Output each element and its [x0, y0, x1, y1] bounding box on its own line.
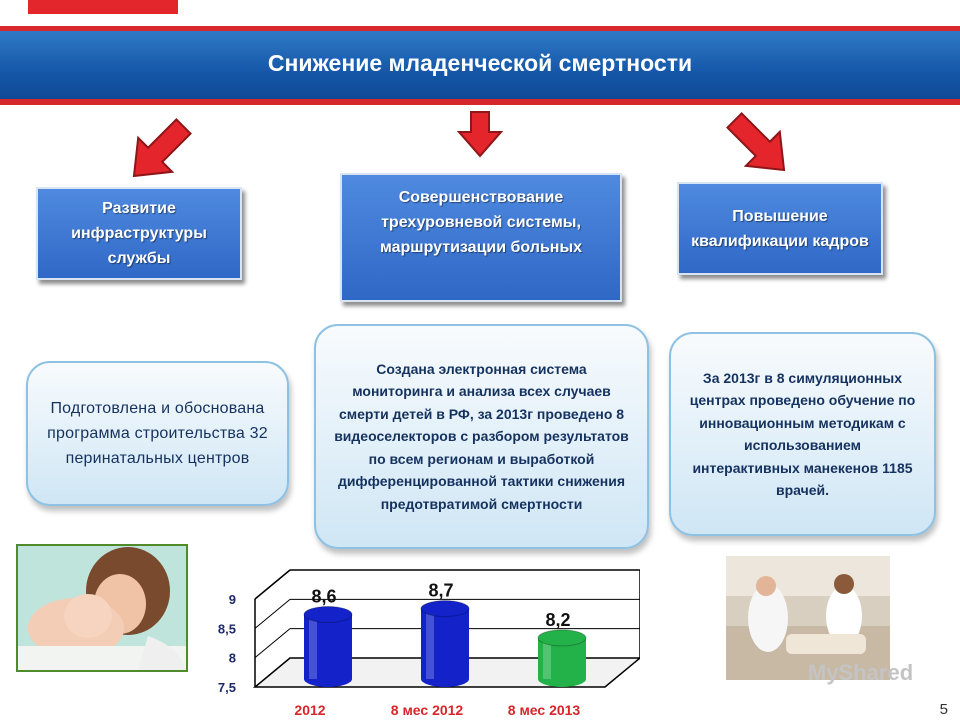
- y-tick-label: 8,5: [217, 621, 236, 637]
- box-routing-system-label: Совершенствование трехуровневой системы, маршрутизации больных: [379, 189, 583, 256]
- bubble-monitoring-system: [314, 324, 649, 549]
- x-category-label: 8 мес 2012: [390, 702, 464, 718]
- bubble-monitoring-system-text: Создана электронная система мониторинга и анализа всех случаев смерти детей в РФ, за 2013г проведено 8 видеоселекторов с разбором результатов по всем регионам и выработкой дифференцированной тактики снижения предотвратимой смертности: [334, 360, 629, 512]
- y-gridline: [255, 570, 290, 599]
- infant-mortality-chart: [200, 555, 640, 720]
- bubble-perinatal-centers: [26, 361, 289, 506]
- x-category-label: 2012: [294, 702, 326, 718]
- box-qualification: [677, 182, 883, 275]
- mother-baby-illustration: [18, 546, 186, 670]
- x-category-label: 8 мес 2013: [507, 702, 581, 718]
- y-tick-label: 7,5: [217, 680, 236, 695]
- bubble-perinatal-centers-text: Подготовлена и обоснована программа строительства 32 перинатальных центров: [47, 400, 268, 467]
- photo-mother-baby: [16, 544, 188, 672]
- arrow-down-left-icon: [118, 112, 198, 192]
- chart-bar: [421, 601, 469, 687]
- arrow-down-right-icon: [720, 106, 800, 186]
- y-gridline: [255, 599, 290, 628]
- watermark: MyShared: [808, 660, 914, 685]
- arrow-down-icon: [455, 110, 505, 158]
- chart-bar: [304, 606, 352, 687]
- bar-value-label: 8,6: [311, 586, 337, 607]
- y-tick-label: 8: [228, 650, 236, 666]
- header-stripe-bottom: [0, 99, 960, 105]
- bar-value-label: 8,2: [545, 609, 571, 630]
- bubble-simulation-centers-text: За 2013г в 8 симуляционных центрах проведено обучение по инновационным методикам с использованием интерактивных манекенов 1185 врачей.: [689, 369, 916, 498]
- box-infrastructure-label: Развитие инфраструктуры службы: [71, 200, 207, 267]
- chart-bar: [538, 630, 586, 687]
- box-infrastructure: [36, 187, 242, 280]
- page-number: 5: [939, 701, 948, 718]
- y-gridline: [255, 629, 290, 658]
- corner-red-accent: [28, 0, 178, 14]
- bubble-simulation-centers: [669, 332, 936, 536]
- bar-value-label: 8,7: [428, 580, 454, 601]
- y-tick-label: 9: [228, 592, 236, 607]
- page-title: Снижение младенческой смертности: [267, 50, 693, 76]
- box-routing-system: [340, 173, 622, 302]
- box-qualification-label: Повышение квалификации кадров: [691, 207, 869, 250]
